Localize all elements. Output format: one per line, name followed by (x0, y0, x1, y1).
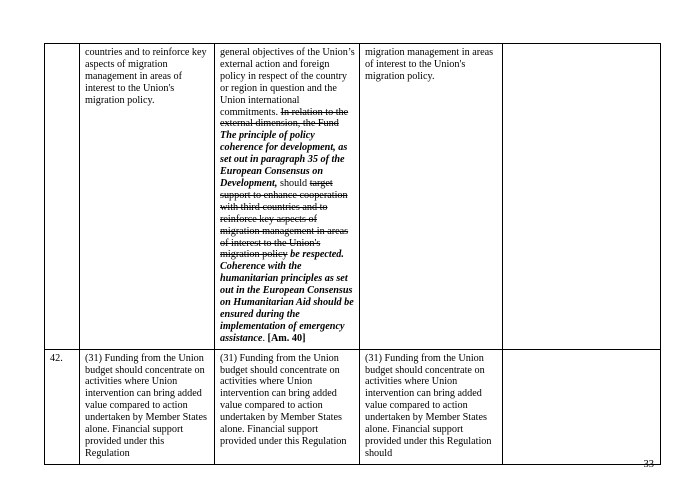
page-number: 33 (643, 459, 654, 470)
amendment-text: . (262, 332, 268, 344)
parliament-amendment-cell: (31) Funding from the Union budget should concentrate on activities where Union intervention can bring added value compared to action undertaken by Member States alone. Financial support provided under this Regulation (215, 349, 360, 464)
amendment-text: general objectives of the Union’s external action and foreign policy in respect of the country or region in question and the Union international commitments. (220, 47, 355, 118)
inserted-text: The principle of policy coherence for development, as set out in paragraph 35 of the European Consensus on Development, (220, 130, 348, 189)
compromise-cell (503, 349, 661, 464)
row-number-cell (45, 44, 80, 350)
inserted-text: be respected. Coherence with the humanitarian principles as set out in the European Consensus on Humanitarian Aid should be ensured during the implementation of emergency assistance (220, 249, 354, 344)
table-row (45, 44, 661, 350)
amendment-text: should (277, 177, 310, 189)
council-position-cell: (31) Funding from the Union budget should concentrate on activities where Union intervention can bring added value compared to action undertaken by Member States alone. Financial support provided under this Regulation should (360, 349, 503, 464)
council-position-cell: migration management in areas of interest to the Union's migration policy. (360, 44, 503, 350)
commission-proposal-cell: (31) Funding from the Union budget should concentrate on activities where Union intervention can bring added value compared to action undertaken by Member States alone. Financial support provided under this Regulation (80, 349, 215, 464)
amendment-reference: [Am. 40] (267, 332, 306, 344)
deleted-text: target support to enhance cooperation with third countries and to reinforce key aspects of migration management in areas of interest to the Union's migration policy (220, 177, 349, 261)
parliament-amendment-cell (215, 44, 360, 350)
compromise-cell (503, 44, 661, 350)
deleted-text: In relation to the external dimension, the Fund (220, 106, 349, 130)
comparison-table (44, 43, 661, 465)
row-number-cell: 42. (45, 349, 80, 464)
table-row (45, 349, 661, 464)
commission-proposal-cell: countries and to reinforce key aspects of migration management in areas of interest to the Union's migration policy. (80, 44, 215, 350)
